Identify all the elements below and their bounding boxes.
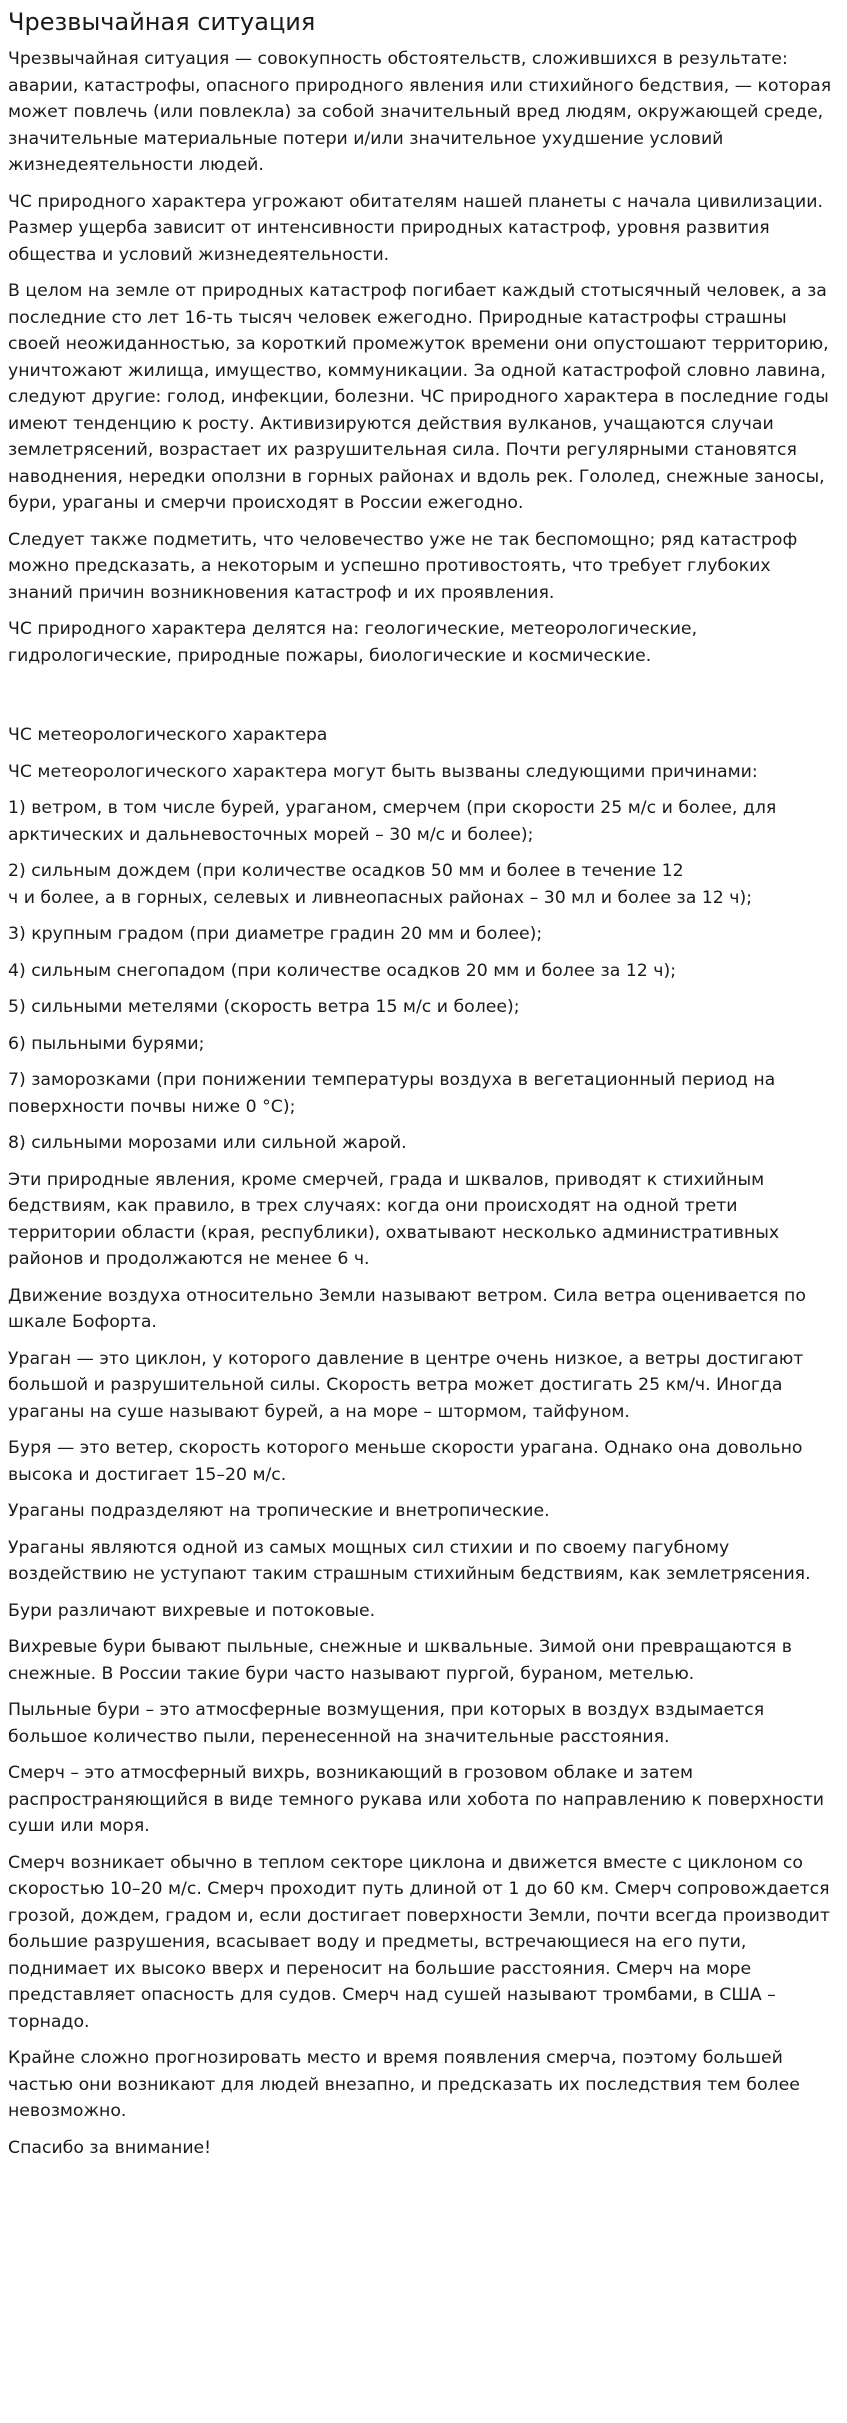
section-paragraph: Ураганы подразделяют на тропические и внетропические. [8,1501,550,1521]
list-item: 3) крупным градом (при диаметре градин 20 мм и более); [8,924,543,944]
list-item: 5) сильными метелями (скорость ветра 15 м/с и более); [8,997,520,1017]
section-paragraph: Пыльные бури – это атмосферные возмущения, при которых в воздух вздымается большое количество пыли, перенесенной на значительные расстояния. [8,1700,765,1747]
section-paragraph: Крайне сложно прогнозировать место и время появления смерча, поэтому большей частью они возникают для людей внезапно, и предсказать их последствия тем более невозможно. [8,2048,800,2121]
section-paragraph: Ураган — это циклон, у которого давление в центре очень низкое, а ветры достигают большой и разрушительной силы. Скорость ветра может достигать 25 км/ч. Иногда ураганы на суше называют бурей, а на море – штормом, тайфуном. [8,1348,804,1422]
section-heading: ЧС метеорологического характера [8,725,328,745]
section-paragraph: Вихревые бури бывают пыльные, снежные и шквальные. Зимой они превращаются в снежные. В России такие бури часто называют пургой, бураном, метелью. [8,1637,792,1684]
intro-paragraph: ЧС природного характера делятся на: геологические, метеорологические, гидрологические, природные пожары, биологические и космические. [8,619,698,666]
closing-text: Спасибо за внимание! [8,2137,212,2158]
intro-paragraph: Следует также подметить, что человечество уже не так беспомощно; ряд катастроф можно предсказать, а некоторым и успешно противостоять, что требует глубоких знаний причин возникновения катастроф и их проявления. [8,529,798,603]
section-paragraph: Буря — это ветер, скорость которого меньше скорости урагана. Однако она довольно высока и достигает 15–20 м/с. [8,1438,803,1485]
list-item: 1) ветром, в том числе бурей, ураганом, смерчем (при скорости 25 м/с и более, для арктических и дальневосточных морей – 30 м/с и более); [8,798,777,845]
intro-paragraph: В целом на земле от природных катастроф погибает каждый стотысячный человек, а за последние сто лет 16-ть тысяч человек ежегодно. Природные катастрофы страшны своей неожиданностью, за короткий промежуток времени они опустошают территорию, уничтожают жилища, имущество, коммуникации. За одной катастрофой словно лавина, следуют другие: голод, инфекции, болезни. ЧС природного характера в последние годы имеют тенденцию к росту. Активизируются действия вулканов, учащаются случаи землетрясений, возрастает их разрушительная сила. Почти регулярными становятся наводнения, нередки оползни в горных районах и вдоль рек. Гололед, снежные заносы, бури, ураганы и смерчи происходят в России ежегодно. [8,281,829,513]
list-item: 4) сильным снегопадом (при количестве осадков 20 мм и более за 12 ч); [8,960,677,981]
section-paragraph: Движение воздуха относительно Земли называют ветром. Сила ветра оценивается по шкале Бофорта. [8,1285,806,1332]
intro-paragraph: Чрезвычайная ситуация — совокупность обстоятельств, сложившихся в результате: аварии, катастрофы, опасного природного явления или стихийного бедствия, — которая может повлечь (или повлекла) за собой значительный вред людям, окружающей среде, значительные материальные потери и/или значительное ухудшение условий жизнедеятельности людей. [8,49,832,175]
section-paragraph: ЧС метеорологического характера могут быть вызваны следующими причинами: [8,761,758,782]
page-title: Чрезвычайная ситуация [8,8,316,36]
section-spacer [8,679,837,722]
section-paragraph: Смерч возникает обычно в теплом секторе циклона и движется вместе с циклоном со скоростью 10–20 м/с. Смерч проходит путь длиной от 1 до 60 км. Смерч сопровождается грозой, дождем, градом и, если достигает поверхности Земли, почти всегда производит большие разрушения, всасывает воду и предметы, встречающиеся на его пути, поднимает их высоко вверх и переносит на большие расстояния. Смерч на море представляет опасность для судов. Смерч над сушей называют тромбами, в США – торнадо. [8,1852,830,2032]
intro-paragraph: ЧС природного характера угрожают обитателям нашей планеты с начала цивилизации. Размер ущерба зависит от интенсивности природных катастроф, уровня развития общества и условий жизнедеятельности. [8,191,824,265]
section-paragraph: Смерч – это атмосферный вихрь, возникающий в грозовом облаке и затем распространяющийся в виде темного рукава или хобота по направлению к поверхности суши или моря. [8,1763,825,1836]
list-item: 6) пыльными бурями; [8,1033,205,1054]
section-paragraph: Бури различают вихревые и потоковые. [8,1600,376,1621]
section-paragraph: Эти природные явления, кроме смерчей, града и шквалов, приводят к стихийным бедствиям, как правило, в трех случаях: когда они происходят на одной трети территории области (края, республики), охватывают несколько административных районов и продолжаются не менее 6 ч. [8,1169,780,1269]
list-item: 8) сильными морозами или сильной жарой. [8,1133,407,1153]
section-paragraph: Ураганы являются одной из самых мощных сил стихии и по своему пагубному воздействию не уступают таким страшным стихийным бедствиям, как землетрясения. [8,1537,811,1584]
list-item: 2) сильным дождем (при количестве осадков 50 мм и более в течение 12 ч и более, а в горных, селевых и ливнеопасных районах – 30 мл и более за 12 ч); [8,861,753,908]
list-item: 7) заморозками (при понижении температуры воздуха в вегетационный период на поверхности почвы ниже 0 °С); [8,1070,776,1117]
